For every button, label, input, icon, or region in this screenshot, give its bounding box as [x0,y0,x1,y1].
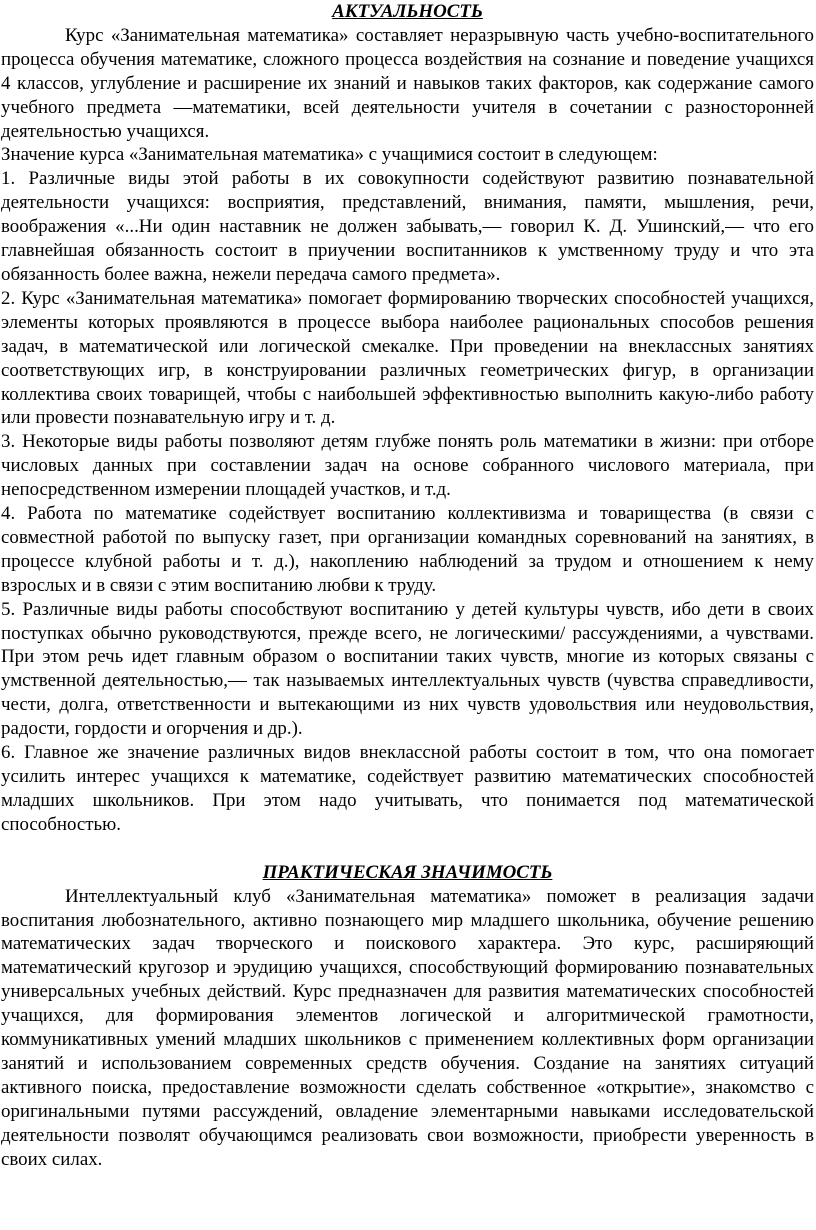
list-item-2: 2. Курс «Занимательная математика» помогает формированию творческих способностей учащихся, элементы которых проявляются в процессе выбора наиболее рациональных способов решения задач, в математической или логической смекалке. При проведении на внеклассных занятиях соответствующих игр, в конструировании различных геометрических фигур, в организации коллектива своих товарищей, чтобы с наибольшей эффективностью выполнить какую-либо работу или провести познавательную игру и т. д. [1,287,814,429]
list-item-5: 5. Различные виды работы способствуют воспитанию у детей культуры чувств, ибо дети в своих поступках обычно руководствуются, прежде всего, не логическими/ рассуждениями, а чувствами. При этом речь идет главным образом о воспитании таких чувств, многие из которых связаны с умственной деятельностью,— так называемых интеллектуальных чувств (чувства справедливости, чести, долга, ответственности и вытекающими из них чувств удовольствия или неудовольствия, радости, гордости и огорчения и др.). [1,598,814,740]
section-heading-relevance: АКТУАЛЬНОСТЬ [332,1,483,22]
list-item-1: 1. Различные виды этой работы в их совокупности содействуют развитию познавательной деятельности учащихся: восприятия, представлений, внимания, памяти, мышления, речи, воображения «...Ни один наставник не должен забывать,— говорил К. Д. Ушинский,— что его главнейшая обязанность состоит в приучении воспитанников к умственному труду и что эта обязанность более важна, нежели передача самого предмета». [1,168,814,285]
practical-significance-paragraph: Интеллектуальный клуб «Занимательная математика» поможет в реализация задачи воспитания любознательного, активно познающего мир младшего школьника, обучение решению математических задач творческого и поискового характера. Это курс, расширяющий математический кругозор и эрудицию учащихся, способствующий формированию познавательных универсальных учебных действий. Курс предназначен для развития математических способностей учащихся, для формирования элементов логической и алгоритмической грамотности, коммуникативных умений младших школьников с применением коллективных форм организации занятий и использованием современных средств обучения. Создание на занятиях ситуаций активного поиска, предоставление возможности сделать собственное «открытие», знакомство с оригинальными путями рассуждений, овладение элементарными навыками исследовательской деятельности позволят обучающимся реализовать свои возможности, приобрести уверенность в своих силах. [1,885,814,1170]
list-item-3: 3. Некоторые виды работы позволяют детям глубже понять роль математики в жизни: при отборе числовых данных при составлении задач на основе собранного числового материала, при непосредственном измерении площадей участков, и т.д. [1,431,814,501]
list-item-4: 4. Работа по математике содействует воспитанию коллективизма и товарищества (в связи с совместной работой по выпуску газет, при организации командных соревнований на занятиях, в процессе клубной работы и т. д.), накоплению наблюдений за трудом и отношением к нему взрослых и в связи с этим воспитанию любви к труду. [1,503,814,596]
section-heading-practical-significance: ПРАКТИЧЕСКАЯ ЗНАЧИМОСТЬ [262,861,553,883]
intro-paragraph: Курс «Занимательная математика» составляет неразрывную часть учебно-воспитательного процесса обучения математике, сложного процесса воздействия на сознание и поведение учащихся 4 классов, углубление и расширение их знаний и навыков таких факторов, как содержание самого учебного предмета —математики, всей деятельности учителя в сочетании с разносторонней деятельностью учащихся. [1,24,814,142]
list-item-6: 6. Главное же значение различных видов внеклассной работы состоит в том, что она помогает усилить интерес учащихся к математике, содействует развитию математических способностей младших школьников. При этом надо учитывать, что понимается под математической способностью. [1,742,814,835]
lead-paragraph: Значение курса «Занимательная математика» с учащимися состоит в следующем: [1,144,658,166]
